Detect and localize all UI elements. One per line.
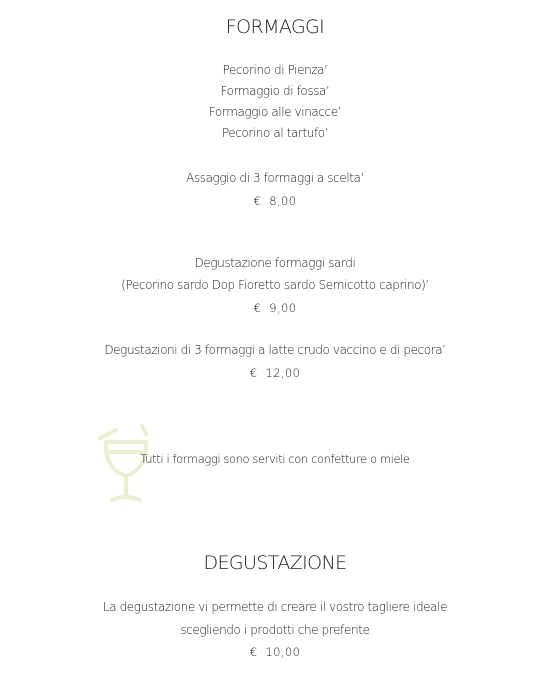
cheese-item: Pecorino di Pienza’ bbox=[222, 63, 328, 77]
crudo-label: Degustazioni di 3 formaggi a latte crudo vaccino e di pecora’ bbox=[104, 343, 446, 357]
sardi-detail: (Pecorino sardo Dop Fioretto sardo Semicotto caprino)’ bbox=[121, 278, 429, 292]
formaggi-title: FORMAGGI bbox=[225, 16, 325, 38]
degustazione-title: DEGUSTAZIONE bbox=[203, 552, 347, 574]
crudo-price bbox=[0, 365, 550, 381]
degustazione-line: La degustazione vi permette di creare il vostro tagliere ideale bbox=[102, 600, 448, 614]
assaggio-price bbox=[0, 193, 550, 209]
currency-symbol: € bbox=[249, 366, 258, 380]
currency-symbol: € bbox=[253, 194, 262, 208]
sardi-price bbox=[0, 300, 550, 316]
cheese-item: Formaggio di fossa’ bbox=[220, 84, 330, 98]
serving-note: Tutti i formaggi sono serviti con confetture o miele bbox=[140, 452, 410, 466]
cheese-item: Formaggio alle vinacce’ bbox=[208, 105, 342, 119]
degustazione-price bbox=[0, 644, 550, 660]
price-value: 12,00 bbox=[265, 366, 301, 380]
sardi-label: Degustazione formaggi sardi bbox=[194, 256, 356, 270]
price-value: 8,00 bbox=[269, 194, 297, 208]
price-value: 9,00 bbox=[269, 301, 297, 315]
currency-symbol: € bbox=[253, 301, 262, 315]
currency-symbol: € bbox=[249, 645, 258, 659]
degustazione-line: scegliendo i prodotti che preferite bbox=[180, 623, 370, 637]
assaggio-label: Assaggio di 3 formaggi a scelta’ bbox=[186, 171, 364, 185]
cheese-item: Pecorino al tartufo’ bbox=[221, 126, 329, 140]
price-value: 10,00 bbox=[265, 645, 301, 659]
